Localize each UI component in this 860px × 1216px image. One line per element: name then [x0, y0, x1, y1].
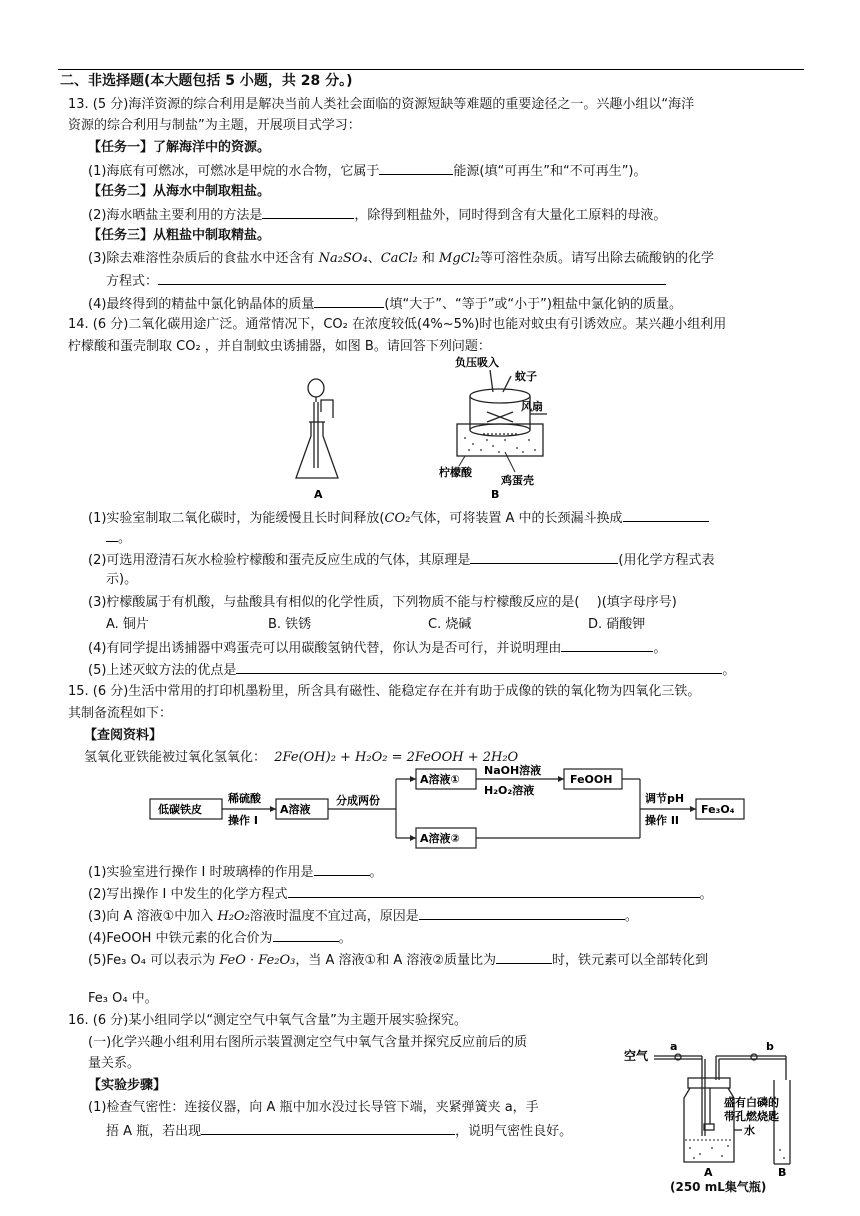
q15-part1 — [88, 862, 383, 882]
q14-part1-blank-cont — [106, 528, 118, 542]
q16-step1-line1: (1)检查气密性：连接仪器，向 A 瓶中加水没过长导管下端，夹紧弹簧夹 a，手 — [88, 1100, 539, 1115]
q13-part3-text-b: 等可溶性杂质。请写出除去硫酸钠的化学 — [479, 251, 714, 266]
q13-part1-text-a: (1)海底有可燃冰，可燃冰是甲烷的水合物，它属于 — [88, 164, 380, 179]
fig-caption: (250 mL集气瓶) — [670, 1180, 767, 1194]
q15-part4-text-b: 。 — [338, 931, 352, 946]
q13-part1-text-b: 能源(填“可再生”和“不可再生”)。 — [453, 164, 647, 179]
flow-step2-top: NaOH溶液 — [484, 764, 542, 777]
q14-part1 — [88, 508, 709, 528]
q13-part4-text-b: (填“大于”、“等于”或“小于”)粗盐中氯化钠的质量。 — [384, 297, 682, 312]
formula-co2: CO₂ — [384, 511, 411, 526]
q14-part1-blank[interactable] — [623, 508, 709, 522]
q14-part5-blank[interactable] — [236, 660, 722, 674]
q15-part4 — [88, 928, 352, 948]
q15-part1-blank[interactable] — [314, 862, 370, 876]
q15-part4-text-a: (4)FeOOH 中铁元素的化合价为 — [88, 931, 273, 946]
apparatus-a-label: A — [314, 488, 323, 501]
q13-part2-text-a: (2)海水晒盐主要利用的方法是 — [88, 208, 263, 223]
q15-intro-line1: 15. (6 分)生活中常用的打印机墨粉里，所含具有磁性、能稳定存在并有助于成像的铁的氧化物为四氧化三铁。 — [68, 684, 701, 699]
q13-part3-text-a: (3)除去难溶性杂质后的食盐水中还含有 — [88, 251, 315, 266]
q15-part2 — [88, 884, 713, 904]
q13-part2-text-b: ，除得到粗盐外，同时得到含有大量化工原料的母液。 — [354, 208, 667, 223]
q14-part5-text-a: (5)上述灭蚊方法的优点是 — [88, 663, 237, 678]
q15-part2-blank[interactable] — [288, 884, 700, 898]
q16-step1-blank[interactable] — [201, 1121, 455, 1135]
q14-part5-text-b: 。 — [722, 663, 736, 678]
q13-part2 — [88, 205, 666, 225]
q14-intro-line2: 柠檬酸和蛋壳制取 CO₂ ，并自制蚊虫诱捕器，如图 B。请回答下列问题： — [68, 339, 491, 354]
fig-spoon-label-2: 带孔燃烧匙 — [724, 1110, 779, 1123]
q13-part3 — [88, 250, 714, 268]
q15-reference-title: 【查阅资料】 — [84, 728, 163, 743]
q13-part3-sep: 、 — [367, 251, 381, 266]
trap-b-label: B — [491, 488, 500, 501]
q16-step1-line2 — [106, 1121, 572, 1141]
formula-cacl2: CaCl₂ — [380, 251, 418, 266]
mosquito-trap-figure — [435, 352, 565, 508]
section-top-rule — [58, 69, 804, 70]
q13-part1 — [88, 161, 647, 181]
q14-option-b[interactable]: B. 铁锈 — [268, 617, 312, 632]
flow-step2-bottom: H₂O₂溶液 — [484, 784, 535, 797]
q15-part5-end: Fe₃ O₄ 中。 — [88, 991, 158, 1006]
flow-split-label: 分成两份 — [336, 794, 380, 807]
flow-a-label: A溶液 — [280, 803, 311, 816]
q14-part2-end: 示)。 — [106, 572, 138, 587]
q14-part4-blank[interactable] — [561, 638, 653, 652]
flow-a1-label: A溶液① — [420, 773, 460, 786]
q15-reference-equation: 2Fe(OH)₂ + H₂O₂ = 2FeOOH + 2H₂O — [274, 750, 519, 765]
q14-part2 — [88, 550, 715, 570]
oxygen-apparatus-figure — [624, 1040, 814, 1182]
q15-part4-blank[interactable] — [273, 928, 339, 942]
q15-part3 — [88, 906, 638, 926]
q14-part4 — [88, 638, 666, 658]
fig-cylinder-b-label: B — [778, 1166, 787, 1179]
flow-fe3o4-label: Fe₃O₄ — [701, 803, 735, 816]
q16-steps-title: 【实验步骤】 — [88, 1078, 167, 1093]
q14-option-d[interactable]: D. 硝酸钾 — [588, 617, 646, 632]
q15-part3-text-a: (3)向 A 溶液①中加入 — [88, 909, 214, 924]
q15-part1-text-b: 。 — [369, 865, 383, 880]
flow-step1-top: 稀硫酸 — [228, 792, 261, 805]
q13-part1-blank[interactable] — [379, 161, 453, 175]
q13-task2: 【任务二】从海水中制取粗盐。 — [88, 184, 271, 199]
q15-part3-text-c: 。 — [624, 909, 638, 924]
q15-part5-text-a: (5)Fe₃ O₄ 可以表示为 — [88, 953, 216, 968]
q14-part2-text-a: (2)可选用澄清石灰水检验柠檬酸和蛋壳反应生成的气体，其原理是 — [88, 553, 471, 568]
q14-option-c[interactable]: C. 烧碱 — [428, 617, 472, 632]
trap-mosquito-label: 蚊子 — [515, 370, 537, 383]
trap-suction-label: 负压吸入 — [455, 356, 499, 369]
q15-part3-text-b: 溶液时温度不宜过高，原因是 — [249, 909, 419, 924]
q13-part4 — [88, 294, 682, 314]
q13-part4-text-a: (4)最终得到的精盐中氯化钠晶体的质量 — [88, 297, 315, 312]
q15-part1-text-a: (1)实验室进行操作 I 时玻璃棒的作用是 — [88, 865, 314, 880]
q15-part5-text-b: ，当 A 溶液①和 A 溶液②质量比为 — [295, 953, 497, 968]
q13-part2-blank[interactable] — [262, 205, 354, 219]
flow-raw-label: 低碳铁皮 — [158, 803, 202, 816]
q13-intro-line2: 资源的综合利用与制盐”为主题，开展项目式学习： — [68, 118, 361, 133]
formula-feo-fe2o3: FeO · Fe₂O₃ — [219, 953, 296, 968]
fig-clamp-b-label: b — [766, 1040, 774, 1053]
flow-step3-top: 调节pH — [645, 792, 685, 805]
q13-part3-and: 和 — [421, 251, 435, 266]
q13-task1: 【任务一】了解海洋中的资源。 — [88, 140, 271, 155]
q13-part4-blank[interactable] — [314, 294, 384, 308]
q13-task3: 【任务三】从粗盐中制取精盐。 — [88, 228, 271, 243]
q14-part1-text-a: (1)实验室制取二氧化碳时，为能缓慢且长时间释放( — [88, 511, 385, 526]
q15-reference-text: 氢氧化亚铁能被过氧化氢氧化： — [84, 750, 267, 765]
formula-mgcl2: MgCl₂ — [439, 251, 480, 266]
q14-part4-text-b: 。 — [653, 641, 667, 656]
apparatus-a-figure — [290, 378, 370, 502]
q15-part5 — [88, 950, 708, 970]
flow-a2-label: A溶液② — [420, 832, 460, 845]
q13-part3-blank[interactable] — [158, 271, 666, 285]
preparation-flowchart — [140, 762, 760, 858]
fig-water-label: 水 — [744, 1124, 755, 1137]
trap-eggshell-label: 鸡蛋壳 — [501, 474, 534, 487]
q14-part1-end — [106, 528, 131, 548]
q14-intro-line1: 14. (6 分)二氧化碳用途广泛。通常情况下，CO₂ 在浓度较低(4%~5%)时也能对蚊虫有引诱效应。某兴趣小组利用 — [68, 317, 727, 332]
q15-part2-text-a: (2)写出操作 I 中发生的化学方程式 — [88, 887, 288, 902]
fig-spoon-label-1: 盛有白磷的 — [724, 1096, 779, 1109]
formula-h2o2: H₂O₂ — [217, 909, 250, 924]
q14-part1-text-c: 。 — [118, 531, 132, 546]
q14-part4-text-a: (4)有同学提出诱捕器中鸡蛋壳可以用碳酸氢钠代替，你认为是否可行，并说明理由 — [88, 641, 562, 656]
q13-intro-line1: 13. (5 分)海洋资源的综合利用是解决当前人类社会面临的资源短缺等难题的重要途径之一。兴趣小组以“海洋 — [68, 97, 695, 112]
flow-feooh-label: FeOOH — [570, 773, 613, 786]
flow-step3-bottom: 操作 II — [645, 814, 680, 827]
fig-air-label: 空气 — [624, 1049, 649, 1063]
q14-part1-text-b: 气体，可将装置 A 中的长颈漏斗换成 — [410, 511, 623, 526]
q16-part1-line1: (一)化学兴趣小组利用右图所示装置测定空气中氧气含量并探究反应前后的质 — [88, 1035, 528, 1050]
q15-part5-text-c: 时，铁元素可以全部转化到 — [552, 953, 709, 968]
q14-part3: (3)柠檬酸属于有机酸，与盐酸具有相似的化学性质，下列物质不能与柠檬酸反应的是( )(填字母序号) — [88, 595, 677, 610]
q14-option-a[interactable]: A. 铜片 — [106, 617, 149, 632]
fig-clamp-a-label: a — [670, 1040, 678, 1053]
fig-bottle-a-label: A — [704, 1166, 713, 1179]
q16-part1-line2: 量关系。 — [88, 1056, 141, 1071]
q15-part2-text-b: 。 — [699, 887, 713, 902]
q13-part3-text-c: 方程式： — [106, 274, 159, 289]
q14-part5 — [88, 660, 735, 680]
section-title: 二、非选择题(本大题包括 5 小题，共 28 分。) — [60, 73, 353, 89]
formula-na2so4: Na₂SO₄ — [318, 251, 368, 266]
q13-part3-equation — [106, 271, 666, 291]
q15-part3-blank[interactable] — [419, 906, 625, 920]
q15-intro-line2: 其制备流程如下： — [68, 706, 173, 721]
q15-part5-blank[interactable] — [496, 950, 552, 964]
q14-part2-blank[interactable] — [470, 550, 618, 564]
flow-step1-bottom: 操作 I — [228, 814, 258, 827]
trap-acid-label: 柠檬酸 — [439, 466, 472, 479]
q14-part2-text-b: (用化学方程式表 — [618, 553, 715, 568]
q16-intro: 16. (6 分)某小组同学以“测定空气中氧气含量”为主题开展实验探究。 — [68, 1013, 467, 1028]
q16-step1-text-b: 捂 A 瓶，若出现 — [106, 1124, 202, 1139]
q16-step1-text-c: ，说明气密性良好。 — [455, 1124, 573, 1139]
trap-fan-label: 风扇 — [521, 400, 543, 413]
